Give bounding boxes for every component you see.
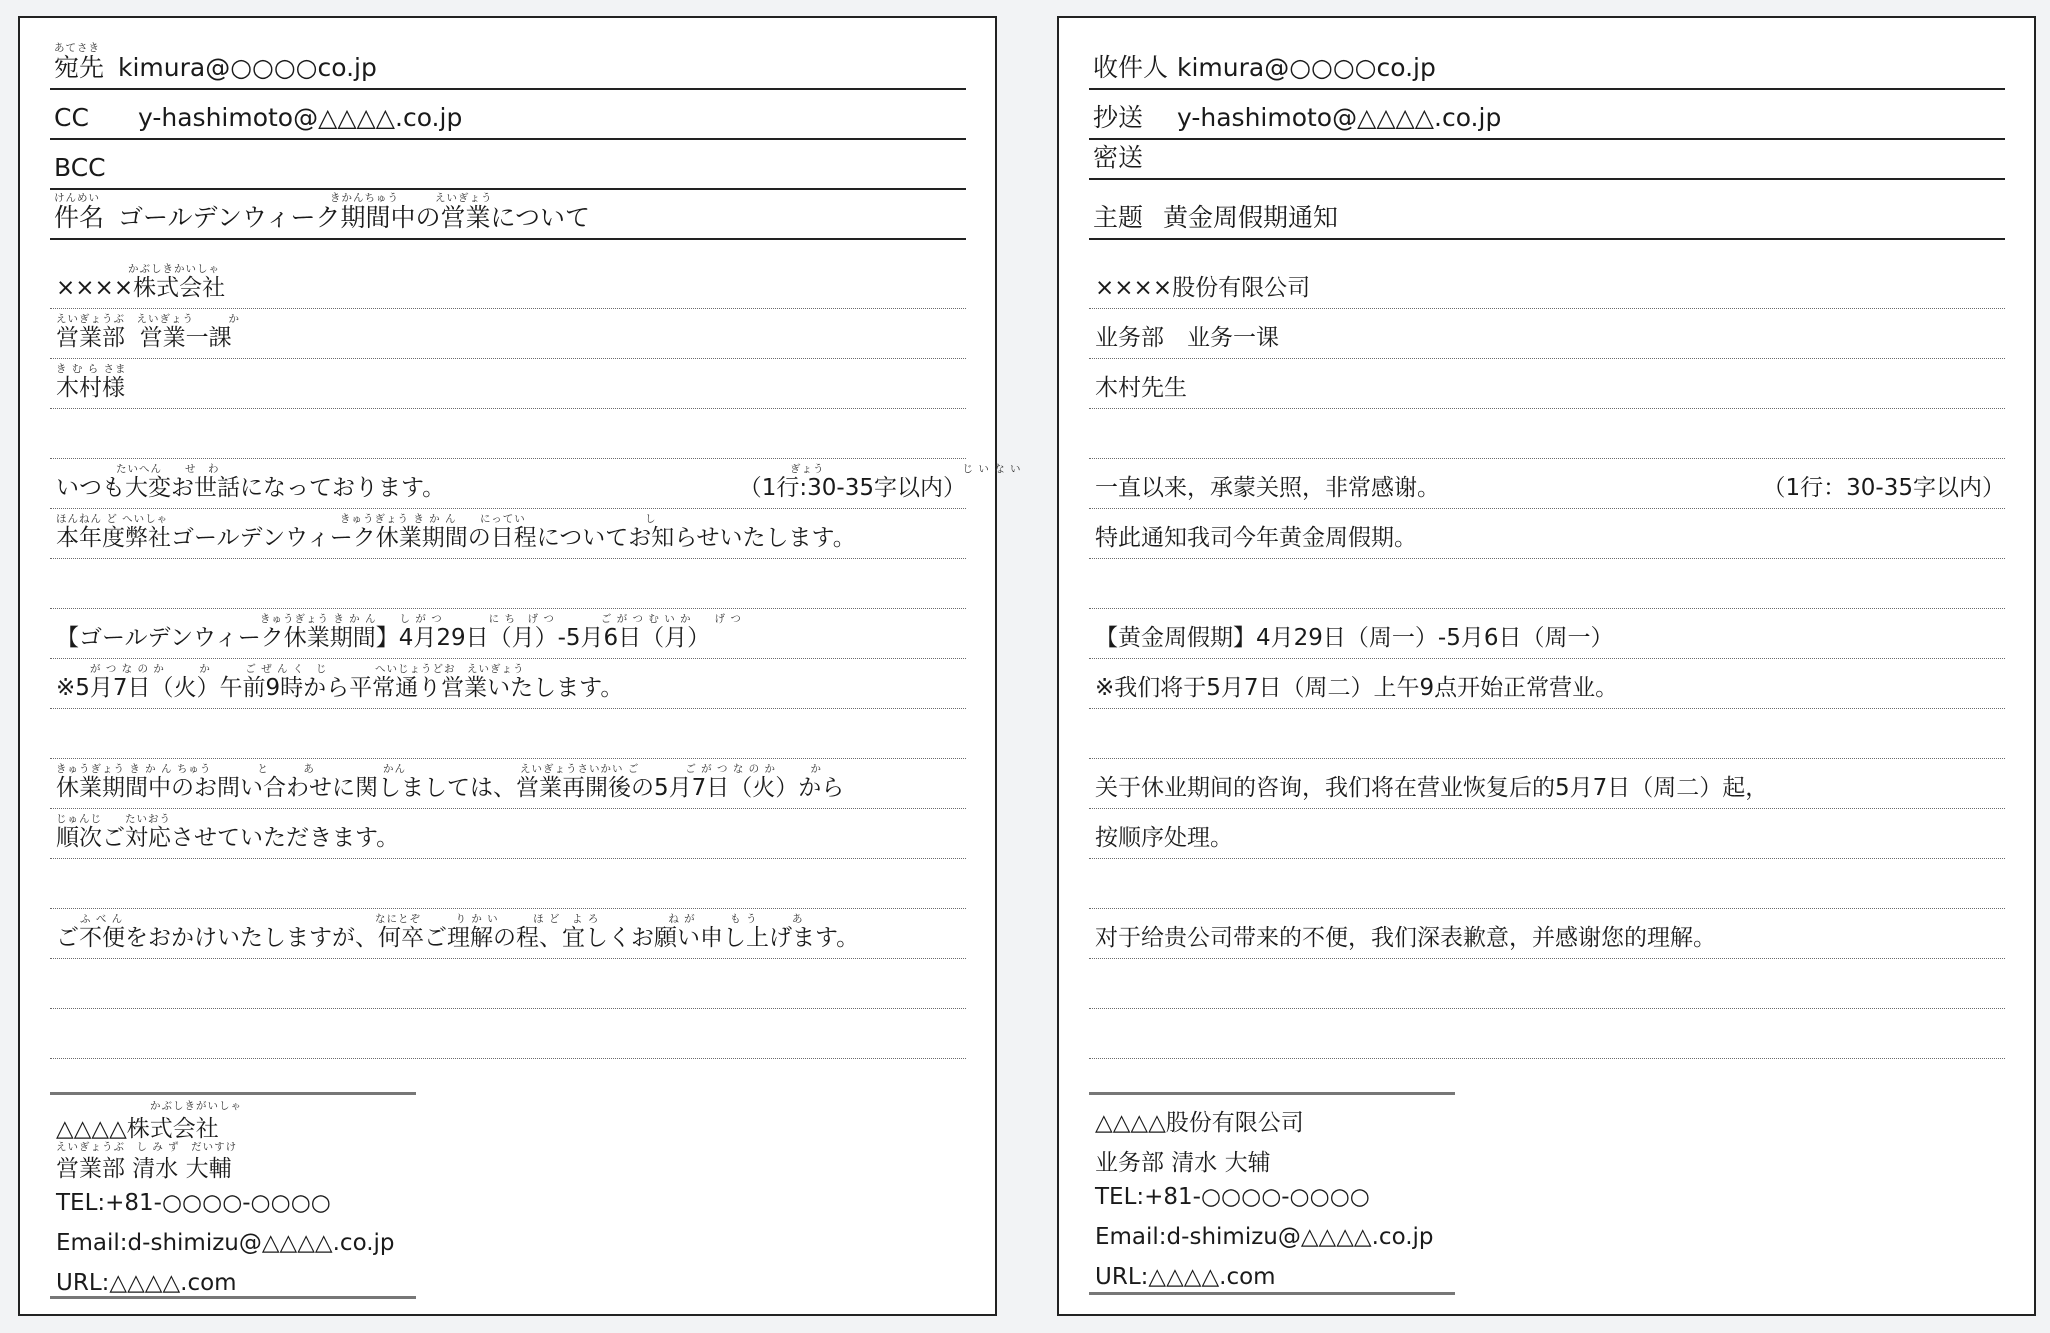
- subject-field[interactable]: ゴールデンウィーク期間中の営業について: [118, 203, 591, 232]
- sender-tel: TEL:+81-○○○○-○○○○: [56, 1190, 331, 1216]
- ruby-intro-c: にってい: [480, 513, 526, 525]
- holiday-period: 【黄金周假期】4月29日（周一）-5月6日（周一）: [1095, 625, 1614, 651]
- line-name: [50, 359, 966, 409]
- intro-text: 特此通知我司今年黄金周假期。: [1095, 525, 1417, 551]
- cc-field[interactable]: y-hashimoto@△△△△.co.jp: [138, 103, 463, 132]
- line-blank-5: [1089, 959, 2005, 1009]
- line-period: [1089, 609, 2005, 659]
- closing-text: 对于给贵公司带来的不便，我们深表歉意，并感谢您的理解。: [1095, 925, 1716, 951]
- subject-row: [50, 190, 966, 240]
- sender-email: Email:d-shimizu@△△△△.co.jp: [56, 1230, 395, 1256]
- sender-company: △△△△股份有限公司: [1095, 1110, 1304, 1136]
- subject-row: [1089, 180, 2005, 240]
- signature-top-rule: [1089, 1092, 1455, 1095]
- ruby-inquiry-b: かん: [383, 763, 406, 775]
- ruby-intro-b: きゅうぎょう き か ん: [340, 513, 457, 525]
- sender-email: Email:d-shimizu@△△△△.co.jp: [1095, 1224, 1434, 1250]
- sender-url: URL:△△△△.com: [1095, 1264, 1276, 1290]
- ruby-resume-a: が つ な の か か ご ぜ ん く じ: [90, 663, 328, 675]
- recipient-company: ××××株式会社: [56, 275, 226, 301]
- signature-bottom-rule: [1089, 1292, 1455, 1295]
- inquiry-text-1: 关于休业期间的咨询，我们将在营业恢复后的5月7日（周二）起，: [1095, 775, 1769, 801]
- line-blank-2: [50, 559, 966, 609]
- line-greeting: [50, 459, 1022, 509]
- ruby-to: あてさき: [54, 42, 100, 54]
- bcc-label: 密送: [1093, 143, 1144, 172]
- ruby-subject-kikanchu: きかんちゅう: [330, 192, 399, 204]
- sender-name: 営業部 清水 大輔: [56, 1156, 232, 1182]
- ruby-intro-a: ほんねん ど へいしゃ: [56, 513, 169, 525]
- line-closing: [1089, 909, 2005, 959]
- line-resume: [1089, 659, 2005, 709]
- line-closing: [50, 909, 966, 959]
- line-blank-1: [1089, 409, 2005, 459]
- to-row: [1089, 40, 2005, 90]
- line-inquiry-2: [50, 809, 966, 859]
- to-label: 宛先: [54, 53, 105, 82]
- closing-text: ご不便をおかけいたしますが、何卒ご理解の程、宜しくお願い申し上げます。: [56, 925, 860, 951]
- line-intro: [1089, 509, 2005, 559]
- cc-label: CC: [54, 103, 89, 132]
- subject-label: 件名: [54, 203, 105, 232]
- ruby-period: きゅうぎょう き か ん し が つ に ち げ つ ご が つ む い か げ つ: [260, 613, 742, 625]
- ruby-sig-company: かぶしきがいしゃ: [150, 1100, 242, 1112]
- sender-tel: TEL:+81-○○○○-○○○○: [1095, 1184, 1370, 1210]
- line-blank-4: [50, 859, 966, 909]
- line-inquiry-2: [1089, 809, 2005, 859]
- line-blank-6: [1089, 1009, 2005, 1059]
- recipient-name: 木村様: [56, 375, 125, 401]
- bcc-row: [1089, 140, 2005, 180]
- recipient-name: 木村先生: [1095, 375, 1187, 401]
- ruby-subject-label: けんめい: [54, 192, 100, 204]
- to-field[interactable]: kimura@○○○○co.jp: [1177, 53, 1436, 82]
- line-dept: [50, 309, 966, 359]
- recipient-dept: 営業部 営業一課: [56, 325, 232, 351]
- signature-top-rule: [50, 1092, 416, 1095]
- line-dept: [1089, 309, 2005, 359]
- line-blank-3: [1089, 709, 2005, 759]
- holiday-period: 【ゴールデンウィーク休業期間】4月29日（月）-5月6日（月）: [56, 625, 711, 651]
- cc-row: [1089, 90, 2005, 140]
- ruby-intro-d: し: [645, 513, 657, 525]
- ruby-closing-b: なにとぞ り か い ほ ど よ ろ ね が も う あ: [375, 913, 804, 925]
- subject-label: 主题: [1093, 203, 1144, 232]
- sender-url: URL:△△△△.com: [56, 1270, 237, 1296]
- cc-label: 抄送: [1093, 103, 1144, 132]
- to-field[interactable]: kimura@○○○○co.jp: [118, 53, 377, 82]
- inquiry-text-2: 按顺序处理。: [1095, 825, 1233, 851]
- to-row: [50, 40, 966, 90]
- line-name: [1089, 359, 2005, 409]
- line-period: [50, 609, 966, 659]
- line-blank-2: [1089, 559, 2005, 609]
- line-blank-5: [50, 959, 966, 1009]
- inquiry-text-1: 休業期間中のお問い合わせに関しましては、営業再開後の5月7日（火）から: [56, 775, 845, 801]
- intro-text: 本年度弊社ゴールデンウィーク休業期間の日程についてお知らせいたします。: [56, 525, 856, 551]
- inquiry-text-2: 順次ご対応させていただきます。: [56, 825, 400, 851]
- line-inquiry-1: [1089, 759, 2005, 809]
- line-greeting: [1089, 459, 2005, 509]
- line-blank-4: [1089, 859, 2005, 909]
- ruby-subject-eigyo: えいぎょう: [435, 192, 493, 204]
- to-label: 收件人: [1093, 53, 1169, 82]
- ruby-inquiry-c: えいぎょうさいかい ご ご が つ な の か か: [520, 763, 823, 775]
- recipient-company: ××××股份有限公司: [1095, 275, 1311, 301]
- ruby-company: かぶしきかいしゃ: [128, 263, 220, 275]
- sender-company: △△△△株式会社: [56, 1116, 219, 1142]
- ruby-inquiry-a: きゅうぎょう き か ん ちゅう と あ: [56, 763, 315, 775]
- greeting-text: 一直以来，承蒙关照，非常感谢。: [1095, 475, 1440, 501]
- chinese-email-template: [1057, 16, 2036, 1316]
- line-length-note: （1行:30-35字以内）: [738, 475, 966, 501]
- ruby-greeting: たいへん せ わ: [116, 463, 220, 475]
- ruby-name: き む ら さま: [56, 363, 127, 375]
- line-blank-1: [50, 409, 966, 459]
- resume-notice: ※5月7日（火）午前9時から平常通り営業いたします。: [56, 675, 624, 701]
- japanese-email-template: [18, 16, 1022, 1316]
- bcc-label: BCC: [54, 153, 106, 182]
- ruby-dept: えいぎょうぶ えいぎょう か: [56, 313, 240, 325]
- bcc-row: [50, 140, 966, 190]
- cc-field[interactable]: y-hashimoto@△△△△.co.jp: [1177, 103, 1502, 132]
- line-intro: [50, 509, 966, 559]
- line-company: [1089, 259, 2005, 309]
- line-blank-3: [50, 709, 966, 759]
- ruby-sig-person: えいぎょうぶ し み ず だいすけ: [56, 1141, 238, 1153]
- ruby-order: じゅんじ たいおう: [56, 813, 171, 825]
- line-blank-6: [50, 1009, 966, 1059]
- line-inquiry-1: [50, 759, 966, 809]
- ruby-resume-b: へいじょうどお えいぎょう: [375, 663, 525, 675]
- line-company: [50, 259, 966, 309]
- line-resume: [50, 659, 966, 709]
- ruby-note: ぎょう じ い な い: [790, 463, 1022, 475]
- line-length-note: （1行：30-35字以内）: [1762, 475, 2005, 501]
- greeting-text: いつも大変お世話になっております。: [56, 475, 446, 501]
- sender-name: 业务部 清水 大辅: [1095, 1150, 1271, 1176]
- recipient-dept: 业务部 业务一课: [1095, 325, 1279, 351]
- subject-field[interactable]: 黄金周假期通知: [1163, 203, 1339, 232]
- resume-notice: ※我们将于5月7日（周二）上午9点开始正常营业。: [1095, 675, 1619, 701]
- cc-row: [50, 90, 966, 140]
- ruby-closing-a: ふ べ ん: [80, 913, 124, 925]
- signature-bottom-rule: [50, 1296, 416, 1299]
